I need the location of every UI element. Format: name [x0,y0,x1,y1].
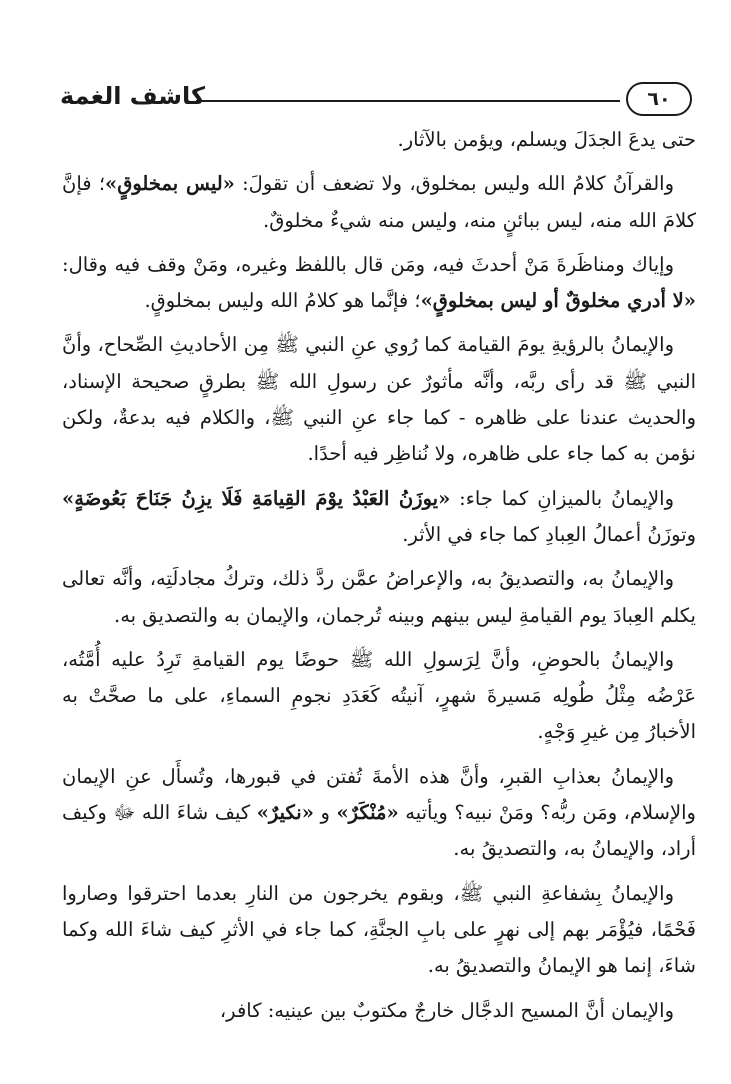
text-segment: حتى يدعَ الجدَلَ ويسلم، ويؤمن بالآثار. [397,128,696,151]
paragraph [62,166,696,239]
page-header [60,78,692,124]
text-segment: كيف شاءَ الله ﷻ وكيف أراد، والإيمانُ به، والتصديقُ به. [62,801,696,861]
page-number-badge: ٦٠ [626,82,692,116]
text-segment: والإيمانُ بالحوضِ، وأنَّ لِرَسولِ الله ﷺ حوضًا يوم القيامةِ تَرِدُ عليه أُمَّتُه، عَرْضُه مِثْلُ طُولِه مَسيرةَ شهرٍ، آنيتُه كَعَدَدِ نجومِ السماءِ، على ما صحَّتْ به الأخبارُ مِن غيرِ وَجْهٍ. [62,647,696,744]
paragraph [62,327,696,472]
paragraph [62,642,696,751]
quoted-phrase: «مُنْكَرٌ» [336,801,399,825]
text-segment: ؛ فإنَّما هو كلامُ الله وليس بمخلوقٍ. [144,289,421,313]
book-title: كاشف الغمة [60,82,205,110]
page-body [62,122,696,1029]
text-segment: والإيمانُ به، والتصديقُ به، والإعراضُ عمَّن ردَّ ذلك، وتركُ مجادلَتِه، وأنَّه تعالى يكلم العِبادَ يوم القيامةِ ليس بينهم وبينه تُرجمان، والإيمان به والتصديق به. [62,567,696,627]
paragraph [62,481,696,554]
text-segment: والقرآنُ كلامُ الله وليس بمخلوق، ولا تضعف أن تقولَ: [234,172,674,196]
quoted-phrase: «لا أدري مخلوقٌ أو ليس بمخلوقٍ» [420,289,696,313]
text-segment: والإيمانُ بالميزانِ كما جاء: [450,486,674,510]
paragraph [62,561,696,634]
paragraph [62,122,696,158]
text-segment: والإيمانُ بالرؤيةِ يومَ القيامة كما رُوي عنِ النبي ﷺ مِن الأحاديثِ الصِّحاح، وأنَّ النبي ﷺ قد رأى ربَّه، وأنَّه مأثورٌ عن رسولِ الله ﷺ بطرقٍ صحيحة الإسناد، والحديث عندنا على ظاهره - كما جاء عنِ النبي ﷺ، والكلام فيه بدعةٌ، ولكن نؤمن به كما جاء على ظاهره، ولا نُناظِر فيه أحدًا. [62,333,696,466]
paragraph [62,993,696,1029]
paragraph [62,247,696,320]
text-segment: والإيمانُ بِشفاعةِ النبي ﷺ، وبقوم يخرجون من النارِ بعدما احترقوا وصاروا فَحْمًا، فيُؤْمَر بهم إلى نهرٍ على بابِ الجنَّةِ، كما جاء في الأثرِ كيف شاءَ الله وكما شاءَ، إنما هو الإيمانُ والتصديقُ به. [62,881,696,978]
text-segment: والإيمان أنَّ المسيح الدجَّال خارجٌ مكتوبٌ بين عينيه: كافر، [219,998,674,1022]
header-rule [196,100,620,102]
text-segment: و [313,801,337,825]
quoted-phrase: «يوزَنُ العَبْدُ يوْمَ القِيامَةِ فَلَا يزِنُ جَنَاحَ بَعُوضَةٍ» [62,486,451,510]
paragraph [62,759,696,868]
text-segment: والإيمانُ بعذابِ القبرِ، وأنَّ هذه الأمةَ تُفتن في قبورها، وتُسأَل عنِ الإيمان والإسلام، ومَن ربُّه؟ ومَنْ نبيه؟ ويأتيه [62,764,696,825]
text-segment: وإياك ومناظَرةَ مَنْ أحدثَ فيه، ومَن قال باللفظ وغيره، ومَنْ وقف فيه وقال: [62,252,674,276]
quoted-phrase: «ليس بمخلوقٍ» [105,172,235,196]
paragraph [62,876,696,985]
quoted-phrase: «نكيرٌ» [256,801,314,825]
text-segment: وتوزَنُ أعمالُ العِبادِ كما جاء في الأثر. [402,522,696,546]
text-segment: ؛ فإنَّ كلامَ الله منه، ليس ببائنٍ منه، وليس منه شيءٌ مخلوقٌ. [62,172,696,232]
